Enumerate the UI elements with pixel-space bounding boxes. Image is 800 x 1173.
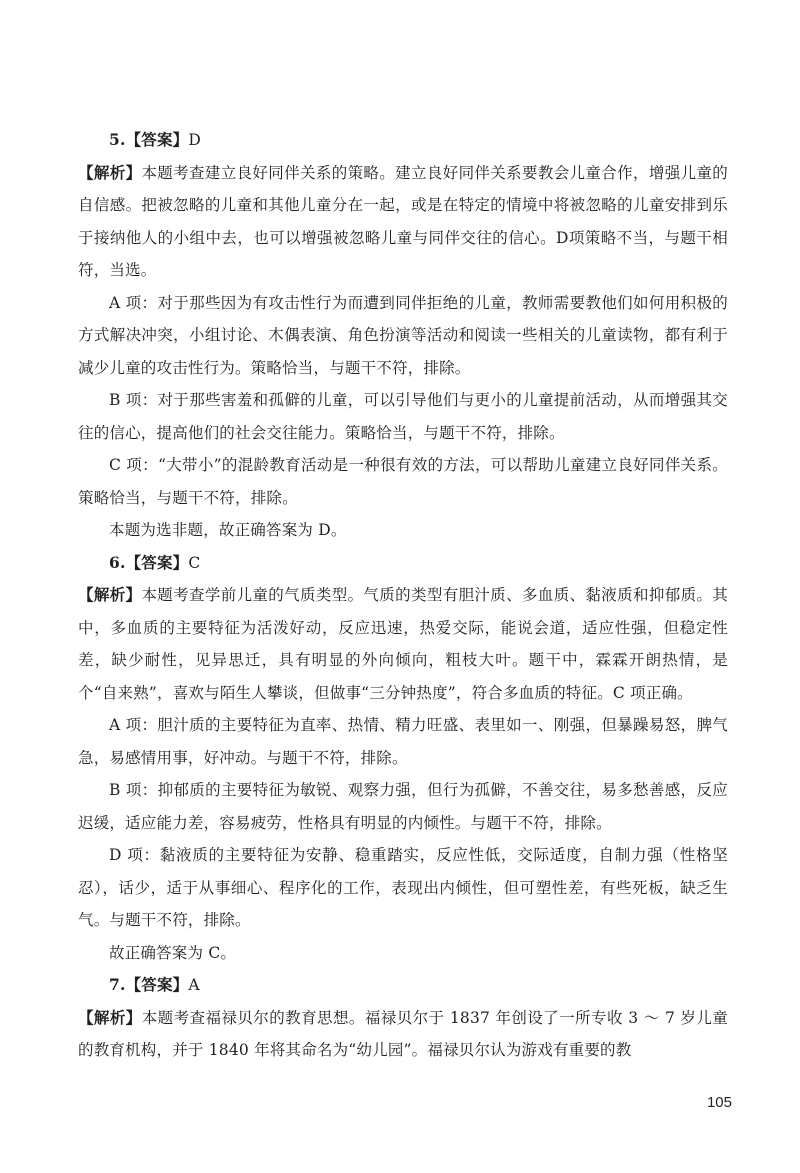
question-5-option-c: C 项：“大带小”的混龄教育活动是一种很有效的方法，可以帮助儿童建立良好同伴关系。策略恰当，与题干不符，排除。 xyxy=(78,456,728,507)
question-7-analysis xyxy=(78,1002,728,1067)
question-5-answer-line xyxy=(78,124,728,157)
question-5-analysis xyxy=(78,157,728,287)
question-6-conclusion: 故正确答案为 C。 xyxy=(109,943,237,962)
question-6-option-b: B 项：抑郁质的主要特征为敏锐、观察力强，但行为孤僻，不善交往，易多愁善感，反应迟缓，适应能力差，容易疲劳，性格具有明显的内倾性。与题干不符，排除。 xyxy=(78,781,728,832)
question-7-answer-label: 7.【答案】 xyxy=(109,975,189,994)
question-6-option-a: A 项：胆汁质的主要特征为直率、热情、精力旺盛、表里如一、刚强，但暴躁易怒，脾气急，易感情用事，好冲动。与题干不符，排除。 xyxy=(78,716,728,767)
question-7-block xyxy=(78,969,728,1067)
question-5-conclusion: 本题为选非题，故正确答案为 D。 xyxy=(109,521,347,539)
question-6-analysis-text: 本题考查学前儿童的气质类型。气质的类型有胆汁质、多血质、黏液质和抑郁质。其中，多血质的主要特征为活泼好动，反应迅速，热爱交际，能说会道，适应性强，但稳定性差，缺少耐性，见异思迁，具有明显的外向倾向，粗枝大叶。题干中，霖霖开朗热情，是个“自来熟”，喜欢与陌生人攀谈，但做事“三分钟热度”，符合多血质的特征。C 项正确。 xyxy=(78,586,728,702)
answer-analysis-content xyxy=(78,124,728,1067)
question-6-answer-value: C xyxy=(188,553,201,572)
question-6-answer-line xyxy=(78,547,728,580)
question-6-analysis xyxy=(78,579,728,709)
question-7-answer-line xyxy=(78,969,728,1002)
question-5-option-a: A 项：对于那些因为有攻击性行为而遭到同伴拒绝的儿童，教师需要教他们如何用积极的方式解决冲突，小组讨论、木偶表演、角色扮演等活动和阅读一些相关的儿童读物，都有利于减少儿童的攻击性行为。策略恰当，与题干不符，排除。 xyxy=(78,293,728,377)
question-6-block xyxy=(78,547,728,970)
page-number: 105 xyxy=(706,1094,732,1111)
question-6-analysis-label: 【解析】 xyxy=(78,585,142,604)
question-5-answer-value: D xyxy=(188,131,202,149)
question-6-option-d: D 项：黏液质的主要特征为安静、稳重踏实，反应性低，交际适度，自制力强（性格坚忍），话少，适于从事细心、程序化的工作，表现出内倾性，但可塑性差，有些死板，缺乏生气。与题干不符，排除。 xyxy=(78,846,728,929)
question-5-answer-label: 5.【答案】 xyxy=(109,130,189,149)
question-5-analysis-label: 【解析】 xyxy=(78,162,142,182)
question-7-analysis-text: 本题考查福禄贝尔的教育思想。福禄贝尔于 1837 年创设了一所专收 3 ～ 7 岁儿童的教育机构，并于 1840 年将其命名为“幼儿园”。福禄贝尔认为游戏有重要的教 xyxy=(78,1008,728,1059)
question-7-analysis-label: 【解析】 xyxy=(78,1007,142,1027)
question-5-block xyxy=(78,124,728,547)
question-6-answer-label: 6.【答案】 xyxy=(109,552,189,572)
question-5-analysis-text: 本题考查建立良好同伴关系的策略。建立良好同伴关系要教会儿童合作，增强儿童的自信感。把被忽略的儿童和其他儿童分在一起，或是在特定的情境中将被忽略的儿童安排到乐于接纳他人的小组中去，也可以增强被忽略儿童与同伴交往的信心。D项策略不当，与题干相符，当选。 xyxy=(78,163,728,279)
question-7-answer-value: A xyxy=(188,976,200,994)
question-5-option-b: B 项：对于那些害羞和孤僻的儿童，可以引导他们与更小的儿童提前活动，从而增强其交往的信心，提高他们的社会交往能力。策略恰当，与题干不符，排除。 xyxy=(78,391,728,442)
